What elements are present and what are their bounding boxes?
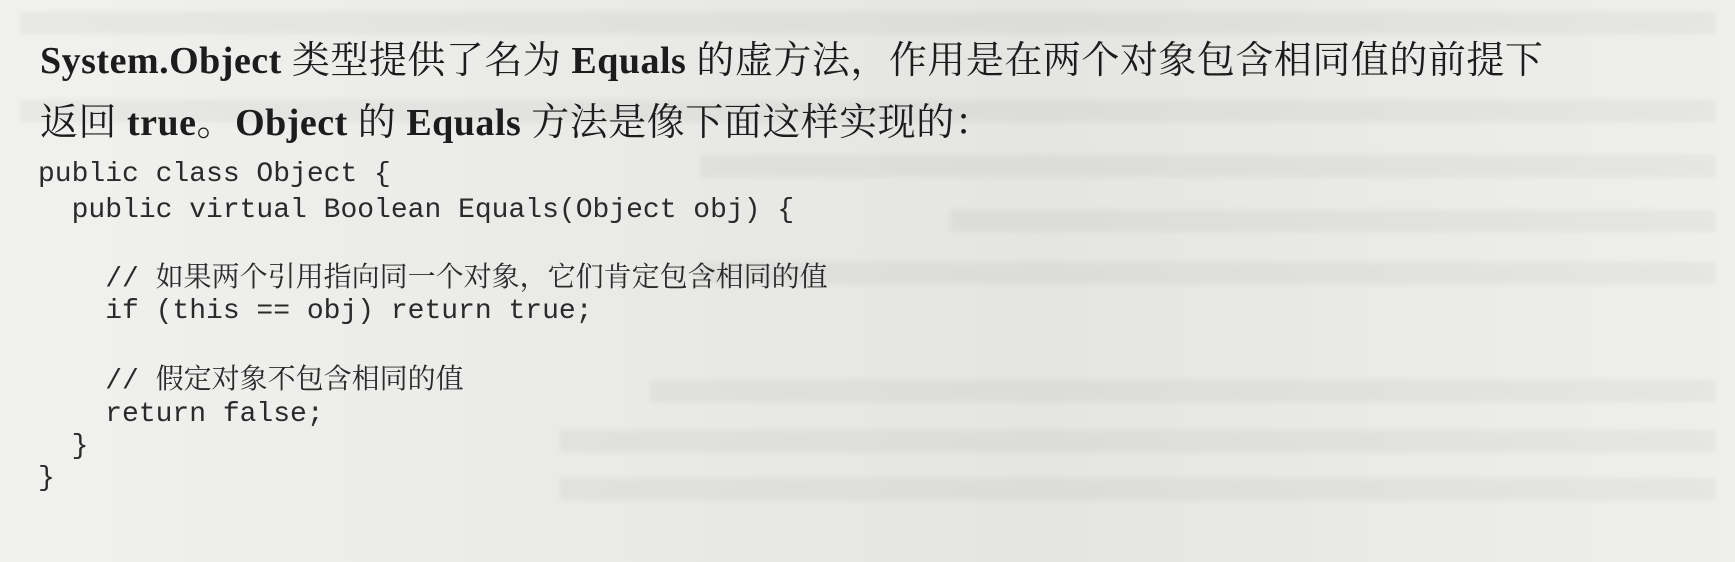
code-listing: [38, 158, 828, 530]
intro-paragraph: [40, 30, 1720, 154]
bleed-through-line: [560, 478, 1715, 500]
term-system-object: System.Object: [40, 40, 282, 82]
paragraph-text: 的虚方法，作用是在两个对象包含相同值的前提下: [686, 40, 1544, 82]
paragraph-text: 方法是像下面这样实现的：: [521, 102, 994, 144]
code-comment: // 如果两个引用指向同一个对象，它们肯定包含相同的值: [38, 264, 828, 295]
code-line: if (this == obj) return true;: [38, 296, 593, 327]
code-line: }: [38, 431, 89, 462]
term-true: true: [127, 102, 197, 144]
bleed-through-line: [700, 262, 1715, 284]
code-line: }: [38, 463, 55, 494]
term-equals: Equals: [406, 102, 522, 144]
code-comment: // 假定对象不包含相同的值: [38, 366, 464, 397]
term-equals: Equals: [571, 40, 687, 82]
paragraph-text: 的: [347, 102, 407, 144]
code-line: return false;: [38, 399, 324, 430]
bleed-through-line: [950, 210, 1715, 232]
code-line: public virtual Boolean Equals(Object obj) {: [38, 195, 795, 226]
code-line: public class Object {: [38, 159, 391, 190]
bleed-through-line: [560, 430, 1715, 452]
bleed-through-line: [700, 155, 1715, 177]
bleed-through-line: [650, 380, 1715, 402]
paragraph-text: 类型提供了名为: [281, 40, 572, 82]
paragraph-line-1: [40, 30, 1720, 92]
paragraph-text: 。: [196, 102, 236, 144]
term-object: Object: [235, 102, 348, 144]
paragraph-text: 返回: [40, 102, 128, 144]
paragraph-line-2: [40, 92, 1720, 154]
